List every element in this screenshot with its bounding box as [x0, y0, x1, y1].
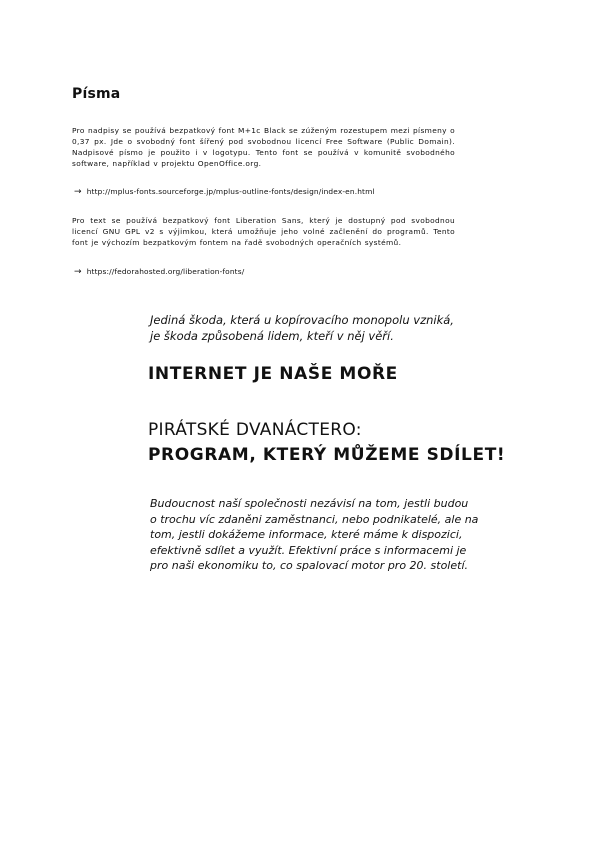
- quote-line: Jediná škoda, která u kopírovacího monopolu vzniká,: [150, 313, 454, 327]
- headline-font-paragraph: Pro nadpisy se používá bezpatkový font M+1c Black se zúženým rozestupem mezi písmeny o 0,37 px. Jde o svobodný font šířený pod svobodnou licencí Free Software (Public Domain). Nadpisové písmo je použito i v logotypu. Tento font se používá v komunitě svobodného software, například v projektu OpenOffice.org.: [72, 126, 455, 169]
- section-heading: Písma: [72, 86, 121, 102]
- closing-line: pro naši ekonomiku to, co spalovací motor pro 20. století.: [150, 559, 469, 573]
- closing-line: efektivně sdílet a využít. Efektivní práce s informacemi je: [150, 543, 467, 557]
- quote-line: je škoda způsobená lidem, kteří v něj věří.: [150, 329, 394, 343]
- liberation-font-link[interactable]: [74, 266, 244, 278]
- closing-line: o trochu víc zdaněni zaměstnanci, nebo podnikatelé, ale na: [150, 512, 479, 526]
- arrow-right-icon: →: [74, 267, 82, 277]
- body-font-paragraph: Pro text se používá bezpatkový font Liberation Sans, který je dostupný pod svobodnou licencí GNU GPL v2 s výjimkou, která umožňuje jeho volné začlenění do programů. Tento font je výchozím bezpatkovým fontem na řadě svobodných operačních systémů.: [72, 216, 455, 248]
- mplus-font-url[interactable]: http://mplus-fonts.sourceforge.jp/mplus-outline-fonts/design/index-en.html: [86, 187, 375, 196]
- arrow-right-icon: →: [74, 187, 82, 197]
- mplus-font-link[interactable]: [74, 186, 375, 198]
- pirate-twelve-subhead: PIRÁTSKÉ DVANÁCTERO:: [148, 420, 362, 440]
- closing-line: tom, jestli dokážeme informace, které máme k dispozici,: [150, 528, 463, 542]
- internet-slogan: INTERNET JE NAŠE MOŘE: [148, 364, 398, 384]
- closing-line: Budoucnost naší společnosti nezávisí na tom, jestli budou: [150, 497, 469, 510]
- liberation-font-url[interactable]: https://fedorahosted.org/liberation-fonts/: [86, 267, 245, 276]
- monopoly-quote: [150, 312, 480, 344]
- closing-paragraph: [150, 496, 490, 574]
- program-slogan: PROGRAM, KTERÝ MŮŽEME SDÍLET!: [148, 445, 506, 465]
